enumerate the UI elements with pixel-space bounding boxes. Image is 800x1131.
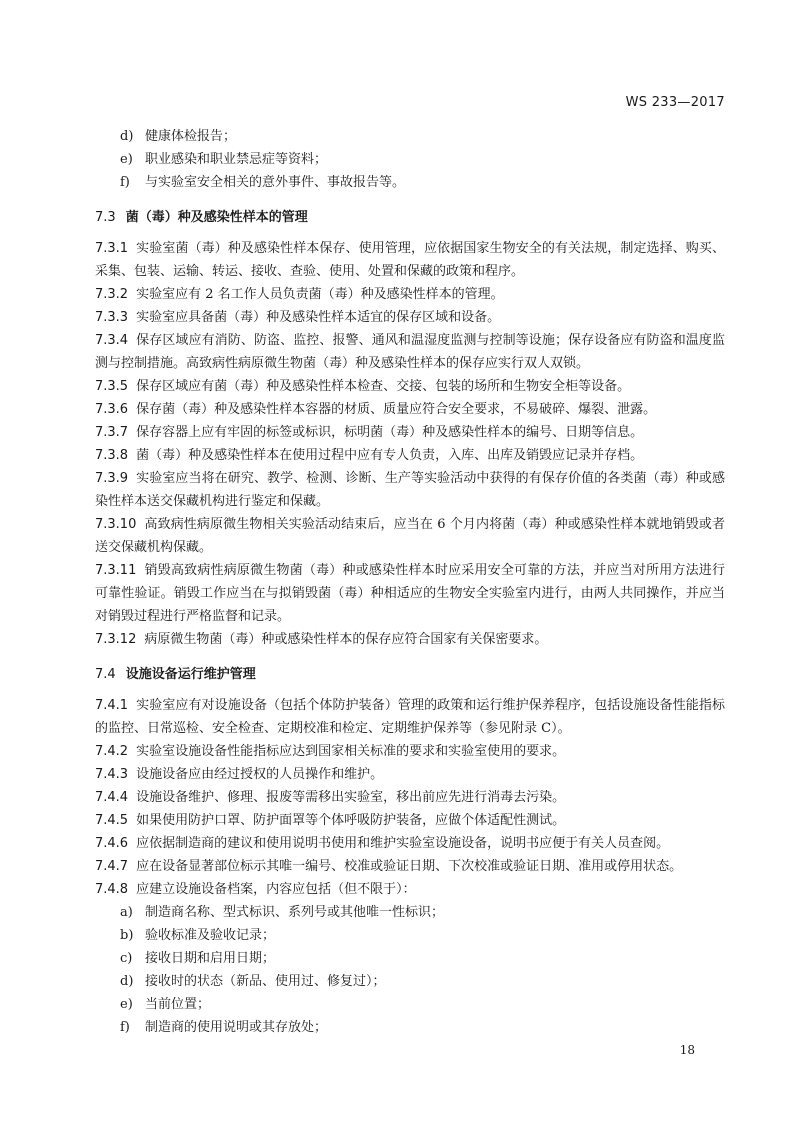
- clause-number: 7.3.7: [95, 425, 129, 440]
- clause-number: 7.4.6: [95, 836, 129, 851]
- list-item: [120, 901, 725, 924]
- section-title: 设施设备运行维护管理: [125, 667, 256, 682]
- list-item-text: 制造商名称、型式标识、系列号或其他唯一性标识；: [145, 905, 445, 920]
- clause-number: 7.3.1: [95, 241, 129, 256]
- list-item: [120, 947, 725, 970]
- clause-paragraph: [95, 329, 725, 375]
- list-item-label: e): [120, 997, 133, 1012]
- clause-number: 7.3.6: [95, 402, 129, 417]
- page-content: [95, 125, 725, 1039]
- clause-text: 应依据制造商的建议和使用说明书使用和维护实验室设施设备，说明书应便于有关人员查阅。: [136, 836, 670, 851]
- clause-paragraph: [95, 786, 725, 809]
- clause-number: 7.3.11: [95, 563, 137, 578]
- list-item-label: d): [120, 129, 134, 144]
- clause-number: 7.3.8: [95, 448, 129, 463]
- clause-paragraph: [95, 740, 725, 763]
- clause-paragraph: [95, 421, 725, 444]
- list-item-label: e): [120, 152, 133, 167]
- list-item-text: 验收标准及验收记录；: [145, 928, 276, 943]
- clause-number: 7.3.12: [95, 632, 137, 647]
- clause-number: 7.3.2: [95, 287, 129, 302]
- clause-paragraph: [95, 467, 725, 513]
- clause-paragraph: [95, 444, 725, 467]
- clause-text: 病原微生物菌（毒）种或感染性样本的保存应符合国家有关保密要求。: [144, 632, 548, 647]
- list-item-text: 健康体检报告；: [145, 129, 237, 144]
- clause-number: 7.4.8: [95, 882, 129, 897]
- list-item-text: 当前位置；: [145, 997, 211, 1012]
- clause-text: 保存菌（毒）种及感染性样本容器的材质、质量应符合安全要求，不易破碎、爆裂、泄露。: [136, 402, 657, 417]
- list-item-text: 接收日期和启用日期；: [145, 951, 276, 966]
- clause-paragraph: [95, 809, 725, 832]
- clause-number: 7.4.3: [95, 767, 129, 782]
- list-item-text: 与实验室安全相关的意外事件、事故报告等。: [145, 175, 406, 190]
- list-item-label: d): [120, 974, 134, 989]
- clause-text: 实验室设施设备性能指标应达到国家相关标准的要求和实验室使用的要求。: [136, 744, 566, 759]
- list-item: [120, 970, 725, 993]
- standard-code-header: WS 233—2017: [625, 95, 725, 110]
- clause-text: 设施设备应由经过授权的人员操作和维护。: [136, 767, 384, 782]
- clause-number: 7.4.4: [95, 790, 129, 805]
- clause-text: 实验室应具备菌（毒）种及感染性样本适宜的保存区域和设备。: [136, 310, 501, 325]
- clause-number: 7.4.5: [95, 813, 129, 828]
- clause-number: 7.3.5: [95, 379, 129, 394]
- section-number: 7.4: [95, 667, 116, 682]
- list-item-label: b): [120, 928, 134, 943]
- clause-number: 7.4.1: [95, 698, 129, 713]
- list-item-text: 接收时的状态（新品、使用过、修复过）；: [145, 974, 386, 989]
- clause-text: 如果使用防护口罩、防护面罩等个体呼吸防护装备，应做个体适配性测试。: [136, 813, 566, 828]
- list-item: [120, 125, 725, 148]
- clause-text: 实验室应当将在研究、教学、检测、诊断、生产等实验活动中获得的有保存价值的各类菌（毒）种或感染性样本送交保藏机构进行鉴定和保藏。: [95, 471, 725, 509]
- list-item: [120, 148, 725, 171]
- section-title: 菌（毒）种及感染性样本的管理: [125, 210, 308, 225]
- clause-text: 保存区域应有消防、防盗、监控、报警、通风和温湿度监测与控制等设施；保存设备应有防盗和温度监测与控制措施。高致病性病原微生物菌（毒）种及感染性样本的保存应实行双人双锁。: [95, 333, 725, 371]
- clause-paragraph: [95, 398, 725, 421]
- clause-paragraph: [95, 559, 725, 628]
- clause-number: 7.3.4: [95, 333, 129, 348]
- clause-number: 7.4.2: [95, 744, 129, 759]
- section-7-3-paragraphs: [95, 237, 725, 651]
- clause-paragraph: [95, 694, 725, 740]
- list-item-label: f): [120, 1020, 130, 1035]
- clause-text: 设施设备维护、修理、报废等需移出实验室，移出前应先进行消毒去污染。: [136, 790, 566, 805]
- clause-paragraph: [95, 306, 725, 329]
- clause-number: 7.3.3: [95, 310, 129, 325]
- clause-paragraph: [95, 832, 725, 855]
- section-number: 7.3: [95, 210, 116, 225]
- clause-paragraph: [95, 855, 725, 878]
- list-item-label: f): [120, 175, 130, 190]
- clause-paragraph: [95, 763, 725, 786]
- clause-text: 高致病性病原微生物相关实验活动结束后，应当在 6 个月内将菌（毒）种或感染性样本就地销毁或者送交保藏机构保藏。: [95, 517, 725, 555]
- clause-paragraph: [95, 628, 725, 651]
- section-heading-7-3: [95, 206, 725, 229]
- list-item: [120, 1016, 725, 1039]
- list-bottom: [95, 901, 725, 1039]
- clause-number: 7.4.7: [95, 859, 129, 874]
- list-item: [120, 924, 725, 947]
- clause-number: 7.3.9: [95, 471, 129, 486]
- list-item-text: 制造商的使用说明或其存放处；: [145, 1020, 328, 1035]
- clause-paragraph: [95, 513, 725, 559]
- section-heading-7-4: [95, 663, 725, 686]
- clause-text: 实验室应有对设施设备（包括个体防护装备）管理的政策和运行维护保养程序，包括设施设备性能指标的监控、日常巡检、安全检查、定期校准和检定、定期维护保养等（参见附录 C）。: [95, 698, 725, 736]
- clause-paragraph: [95, 375, 725, 398]
- clause-text: 实验室应有 2 名工作人员负责菌（毒）种及感染性样本的管理。: [136, 287, 504, 302]
- section-7-4-paragraphs: [95, 694, 725, 901]
- list-item-label: c): [120, 951, 133, 966]
- clause-text: 菌（毒）种及感染性样本在使用过程中应有专人负责，入库、出库及销毁应记录并存档。: [136, 448, 644, 463]
- clause-text: 应在设备显著部位标示其唯一编号、校准或验证日期、下次校准或验证日期、准用或停用状态。: [136, 859, 683, 874]
- clause-text: 保存容器上应有牢固的标签或标识，标明菌（毒）种及感染性样本的编号、日期等信息。: [136, 425, 644, 440]
- clause-text: 销毁高致病性病原微生物菌（毒）种或感染性样本时应采用安全可靠的方法，并应当对所用方法进行可靠性验证。销毁工作应当在与拟销毁菌（毒）种相适应的生物安全实验室内进行，由两人共同操作，并应当对销毁过程进行严格监督和记录。: [95, 563, 725, 624]
- clause-paragraph: [95, 283, 725, 306]
- clause-text: 实验室菌（毒）种及感染性样本保存、使用管理，应依据国家生物安全的有关法规，制定选择、购买、采集、包装、运输、转运、接收、查验、使用、处置和保藏的政策和程序。: [95, 241, 725, 279]
- list-item-label: a): [120, 905, 133, 920]
- page-number: 18: [679, 1043, 695, 1057]
- clause-paragraph: [95, 237, 725, 283]
- list-top: [95, 125, 725, 194]
- clause-number: 7.3.10: [95, 517, 137, 532]
- list-item: [120, 171, 725, 194]
- clause-text: 保存区域应有菌（毒）种及感染性样本检查、交接、包装的场所和生物安全柜等设备。: [136, 379, 631, 394]
- clause-paragraph: [95, 878, 725, 901]
- list-item-text: 职业感染和职业禁忌症等资料；: [145, 152, 328, 167]
- list-item: [120, 993, 725, 1016]
- clause-text: 应建立设施设备档案，内容应包括（但不限于）：: [136, 882, 416, 897]
